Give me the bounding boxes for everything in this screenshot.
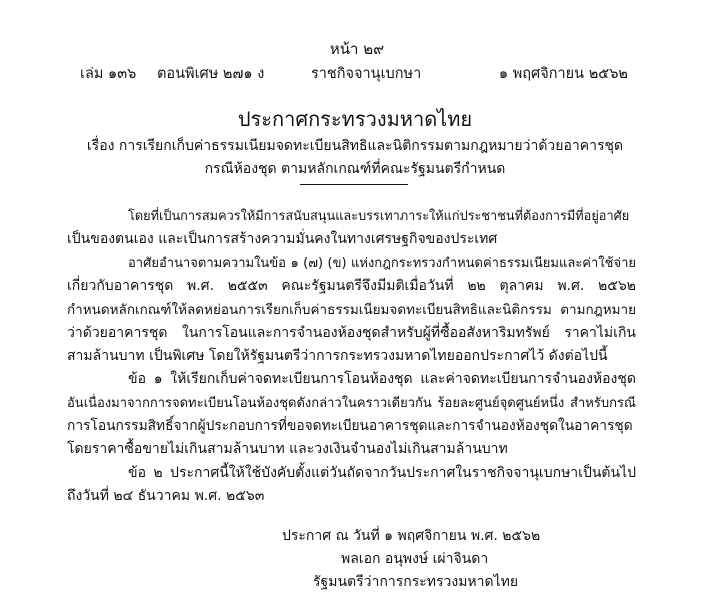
announcement-title: ประกาศกระทรวงมหาดไทย (237, 107, 473, 131)
section-number: ตอนพิเศษ ๒๗๑ ง (157, 66, 265, 82)
publication-name: ราชกิจจานุเบกษา (311, 66, 422, 82)
body-line: การโอนกรรมสิทธิ์จากผู้ประกอบการที่ขอจดทะเบียนอาคารชุดและการจำนองห้องชุดในอาคารชุด (67, 418, 633, 434)
publication-date: ๑ พฤศจิกายน ๒๕๖๒ (498, 66, 628, 82)
subject-line-2: กรณีห้องชุด ตามหลักเกณฑ์ที่คณะรัฐมนตรีกำหนด (204, 161, 506, 177)
volume-number: เล่ม ๑๓๖ (80, 66, 137, 82)
body-line: ข้อ ๒ ประกาศนี้ให้ใช้บังคับตั้งแต่วันถัดจากวันประกาศในราชกิจจานุเบกษาเป็นต้นไป (128, 465, 636, 481)
given-date: ประกาศ ณ วันที่ ๑ พฤศจิกายน พ.ศ. ๒๕๖๒ (282, 528, 541, 544)
body-line: อันเนื่องมาจากการจดทะเบียนโอนห้องชุดดังกล่าวในคราวเดียวกัน ร้อยละศูนย์จุดศูนย์หนึ่ง สำหรับกรณี (67, 396, 636, 411)
body-line: ว่าด้วยอาคารชุด ในการโอนและการจำนองห้องชุดสำหรับผู้ที่ซื้ออสังหาริมทรัพย์ ราคาไม่เกิน (67, 325, 636, 341)
body-line: กำหนดหลักเกณฑ์ให้ลดหย่อนการเรียกเก็บค่าธรรมเนียมจดทะเบียนสิทธิและนิติกรรม ตามกฎหมาย (67, 302, 636, 318)
body-line: เกี่ยวกับอาคารชุด พ.ศ. ๒๕๕๓ คณะรัฐมนตรีจึงมีมติเมื่อวันที่ ๒๒ ตุลาคม พ.ศ. ๒๕๖๒ (67, 278, 636, 294)
signer-position: รัฐมนตรีว่าการกระทรวงมหาดไทย (313, 574, 519, 590)
body-line: ถึงวันที่ ๒๔ ธันวาคม พ.ศ. ๒๕๖๓ (67, 488, 265, 504)
signer-name: พลเอก อนุพงษ์ เผ่าจินดา (341, 551, 489, 567)
body-line: เป็นของตนเอง และเป็นการสร้างความมั่นคงในทางเศรษฐกิจของประเทศ (67, 231, 498, 247)
body-line: ข้อ ๑ ให้เรียกเก็บค่าจดทะเบียนการโอนห้องชุด และค่าจดทะเบียนการจำนองห้องชุด (128, 371, 636, 387)
body-line: อาศัยอำนาจตามความในข้อ ๑ (๗) (ข) แห่งกฎกระทรวงกำหนดค่าธรรมเนียมและค่าใช้จ่าย (128, 256, 636, 271)
body-line: สามล้านบาท เป็นพิเศษ โดยให้รัฐมนตรีว่าการกระทรวงมหาดไทยออกประกาศไว้ ดังต่อไปนี้ (67, 348, 608, 364)
page-number: หน้า ๒๙ (329, 40, 385, 58)
subject-line-1: เรื่อง การเรียกเก็บค่าธรรมเนียมจดทะเบียนสิทธิและนิติกรรมตามกฎหมายว่าด้วยอาคารชุด (86, 138, 624, 154)
body-line: โดยที่เป็นการสมควรให้มีการสนับสนุนและบรรเทาภาระให้แก่ประชาชนที่ต้องการมีที่อยู่อาศัย (128, 209, 630, 224)
title-divider (300, 184, 408, 185)
body-line: โดยราคาซื้อขายไม่เกินสามล้านบาท และวงเงินจำนองไม่เกินสามล้านบาท (67, 441, 508, 457)
